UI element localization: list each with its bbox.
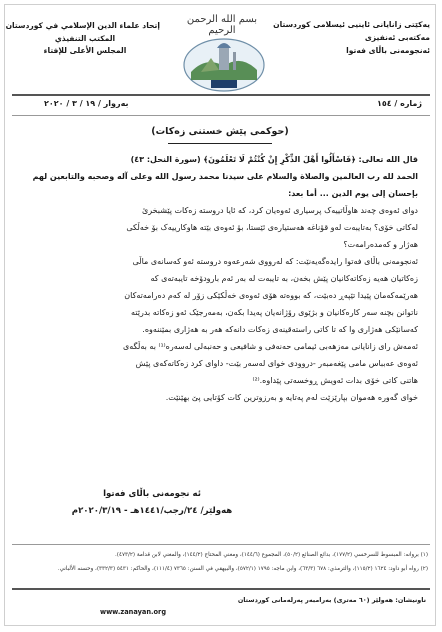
document-number: ژمارە / ١٥٤ bbox=[376, 99, 422, 108]
org-name-kurdish: یەکێتی زانایانی ئاینیی ئیسلامی کوردستان bbox=[273, 20, 430, 29]
signature-date: هەولێر/ ٢٤/رجب/١٤٤١هـ - ٢٠٢٠/٣/١٩م bbox=[71, 506, 233, 516]
office-name-kurdish: مەکتەبی ئەنفیزی bbox=[364, 33, 430, 42]
org-name-arabic: إتحاد علماء الدين الإسلامي في كوردستان bbox=[5, 21, 160, 30]
body-line: کەسانێکی هەژاری وا کە تا کاتی راستەقینەی زەکات دانەکە هەر بە هەژاری بمێننەوە. bbox=[142, 325, 418, 334]
header-arabic-org bbox=[5, 20, 160, 58]
footer-address: ناونیشان: هەولێر (٦٠ مەتری) بەرامبەر پەرلەمانی کوردستان bbox=[237, 596, 426, 604]
footer-divider bbox=[12, 588, 430, 590]
signature-council: ئە نجومەنی باڵای فەتوا bbox=[103, 489, 201, 499]
body-line: لەکاتی خۆی؟ بەتایبەت لەو قۆناغە هەستیارەی ئێستا، بۆ ئەوەی بێتە هاوکارییەک بۆ خەڵکی bbox=[126, 223, 418, 232]
bismillah-calligraphy: بسم الله الرحمن الرحيم bbox=[186, 14, 258, 36]
meta-divider bbox=[12, 115, 430, 116]
signature-block bbox=[62, 486, 242, 520]
body-line: ئەمەش رای زانایانی مەزهەبی ئیمامی حەنەفی و شافیعی و حەنبەلی لەسەرە⁽¹⁾ بە بەڵگەی bbox=[122, 342, 418, 351]
footnote-1: (١) بروانە: المبسوط للسرخسي (١٧٧/٢)، بدائع الصنائع (٥٠/٢)، المجموع (١٤٤/٦)، ومغني المحتاج (١٤٤/٢)، والمغني لابن قدامة (٤٧٣/٢). bbox=[115, 552, 428, 558]
title-underline bbox=[168, 143, 272, 144]
body-line: هەرێمەکەمان پێیدا تێپەڕ دەبێت، کە بووەتە هۆی ئەوەی خەڵکێکی زۆر لە کەم دەرامەتەکان bbox=[124, 291, 418, 300]
council-name-kurdish: ئەنجومەنی باڵای فەتوا bbox=[346, 46, 430, 55]
footnote-2: (٢) رواه أبو داود: ١٦٢٤ (١١٥/٢)، والترمذي: ٦٧٨ (٦٣/٣)، وابن ماجه: ١٧٩٥ (٥٧٢/١)، والبيهقي في السنن: ٧٣٦٥ (١١١/٤)، والحاكم: ٥٤٣١ (٣٣٢/٣)، وحسنه الألباني. bbox=[57, 566, 428, 572]
body-line: ئەنجومەنی باڵای فەتوا رایدەگەیەنێت: کە لەرووی شەرعەوە دروستە ئەو کەسانەی ماڵی bbox=[132, 257, 418, 266]
header-kurdish-org bbox=[273, 18, 430, 57]
quran-verse: قال الله تعالى: ﴿فَاسْأَلُوا أَهْلَ الذِّكْرِ إِنْ كُنْتُمْ لَا تَعْلَمُونَ﴾ (سورة النحل: ٤٣) bbox=[130, 155, 418, 164]
fatwa-title: (حوكمی پێش خستنی زەكات) bbox=[151, 126, 289, 137]
union-logo-icon bbox=[181, 36, 267, 94]
body-line: ناتوانن بچنە سەر کارەکانیان و بژێوی رۆژانەیان پەیدا بکەن، بەمەرجێک ئەو زەکاتە بدرێتە bbox=[131, 308, 418, 317]
praise-line: بإحسان إلى يوم الدين ... أما بعد: bbox=[288, 189, 418, 198]
header-divider bbox=[12, 94, 430, 96]
document-date: بەروار / ١٩ / ٣ / ٢٠٢٠ bbox=[44, 99, 129, 108]
council-name-arabic: المجلس الأعلى للإفتاء bbox=[43, 46, 127, 55]
praise-line: الحمد لله رب العالمين والصلاة والسلام على سيدنا محمد رسول الله وعلى آله وصحبه والتابعين لهم bbox=[32, 172, 418, 181]
body-line: خوای گەورە هەموان بپارێزێت لەم پەتایە و بەرزوترین کات کۆتایی پێ بهێنێت. bbox=[165, 393, 418, 402]
body-line: زەکاتیان هەیە زەکاتەکانیان پێش بخەن، بە تایبەت لە بەر ئەم بارودۆخە تایبەتەی کە bbox=[150, 274, 418, 283]
body-line: دوای ئەوەی چەند هاوڵاتییەک پرسیاری ئەوەیان کرد، کە ئایا دروستە زەکات پێشبخرێ bbox=[141, 206, 418, 215]
fatwa-body bbox=[22, 151, 418, 406]
footnotes bbox=[16, 548, 428, 576]
footer-website-link[interactable]: www.zanayan.org bbox=[100, 608, 167, 616]
body-line: هەژار و کەمدەرامەت؟ bbox=[343, 240, 418, 249]
footnote-divider bbox=[12, 544, 430, 545]
body-line: ئەوەی عەبباس مامی پێغەمبەر -دروودی خوای لەسەر بێت- داوای کرد زەکاتەکەی پێش bbox=[135, 359, 418, 368]
office-name-arabic: المكتب التنفيذي bbox=[54, 33, 116, 43]
body-line: هاتنی کاتی خۆی بدات ئەویش ڕوخسەتی پێداوە.⁽²⁾ bbox=[252, 376, 418, 385]
